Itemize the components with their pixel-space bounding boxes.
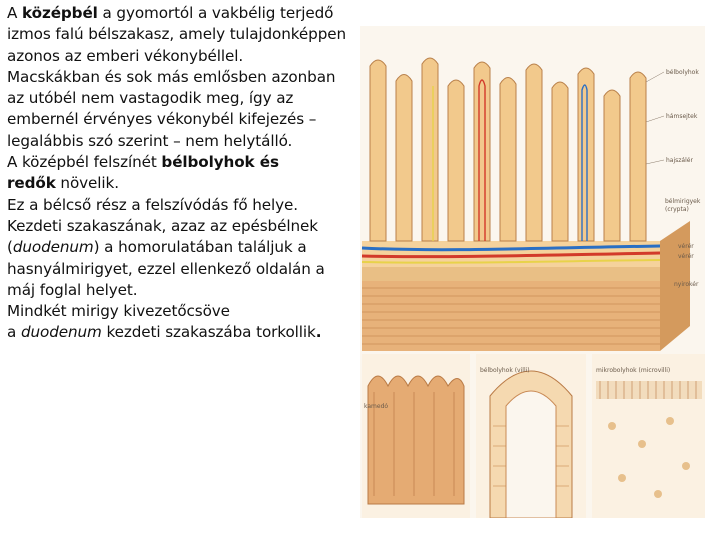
inset-microvilli (592, 354, 705, 518)
text-line: a duodenum kezdeti szakaszába torkollik. (7, 323, 322, 342)
label-kamedoi: kamedó (364, 403, 389, 410)
text-line: Macskákban és sok más emlősben azonban (7, 67, 336, 86)
label-vaser: vérér (678, 243, 694, 250)
inset-villus (476, 354, 586, 518)
text-line: izmos falú bélszakasz, amely tulajdonképpen (7, 25, 347, 44)
body-text (7, 3, 352, 344)
label-hamsejtek: hámsejtek (666, 113, 698, 120)
label-hajszaler: hajszálér (666, 157, 693, 164)
label-belbolyhok: bélbolyhok (666, 69, 699, 76)
term-duodenum: duodenum (20, 323, 102, 342)
text-line: máj foglal helyet. (7, 280, 138, 299)
label-verer: vérér (678, 253, 694, 260)
text-line: A középbél a gyomortól a vakbélig terjedő (7, 4, 334, 22)
term-redok: redők (7, 174, 56, 193)
text-line: redők növelik. (7, 174, 119, 193)
text-line: Mindkét mirigy kivezetőcsöve (7, 302, 230, 321)
text-line: hasnyálmirigyet, ezzel ellenkező oldalán a (7, 259, 325, 278)
text-line: A középbél felszínét bélbolyhok és (7, 153, 279, 172)
text-line: (duodenum) a homorulatában találjuk a (7, 238, 307, 257)
label-belmirigyek: bélmirigyek (665, 198, 701, 205)
intestine-diagram-svg (360, 26, 705, 518)
text-line: Ez a bélcső rész a felszívódás fő helye. (7, 195, 299, 214)
text-line: legalábbis szó szerint – nem helytálló. (7, 131, 293, 150)
text-line: Kezdeti szakaszának, azaz az epésbélnek (7, 216, 318, 235)
label-bolyhok-villi: bélbolyhok (villi) (480, 367, 530, 374)
term-duodenum: duodenum (12, 238, 94, 257)
label-mikrobolyhok: mikrobolyhok (microvilli) (596, 367, 671, 374)
label-nyirok: nyirokér (674, 281, 699, 288)
inset-folds (362, 354, 470, 518)
text-line: az utóbél nem vastagodik meg, így az (7, 89, 294, 108)
intestine-illustration (360, 26, 705, 518)
term-belbolyhok: bélbolyhok és (161, 153, 279, 172)
text-line: azonos az emberi vékonybéllel. (7, 46, 244, 65)
label-kripta: (crypta) (665, 206, 689, 213)
text-line: embernél érvényes vékonybél kifejezés – (7, 110, 317, 129)
term-kozepbel: középbél (22, 4, 98, 22)
